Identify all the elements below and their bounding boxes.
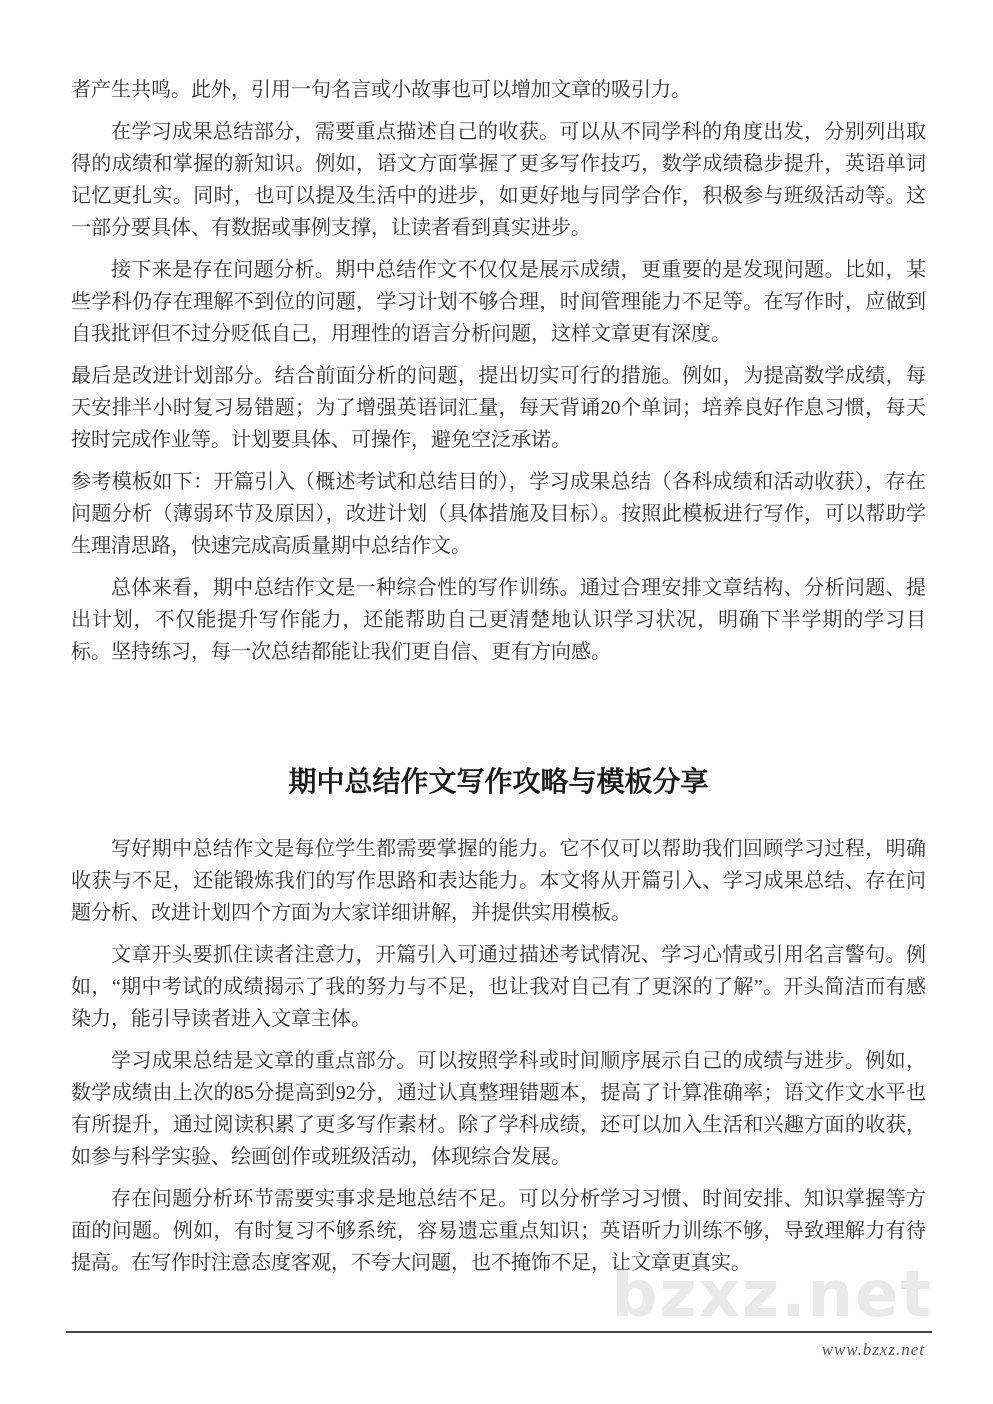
paragraph-improvement-plan: 最后是改进计划部分。结合前面分析的问题，提出切实可行的措施。例如，为提高数学成绩，每天安排半小时复习易错题；为了增强英语词汇量，每天背诵20个单词；培养良好作息习惯，每天按时完成作业等。计划要具体、可操作，避免空泛承诺。 xyxy=(71,365,926,451)
paragraph-problem-analysis: 接下来是存在问题分析。期中总结作文不仅仅是展示成绩，更重要的是发现问题。比如，某些学科仍存在理解不到位的问题，学习计划不够合理，时间管理能力不足等。在写作时，应做到自我批评但不过分贬低自己，用理性的语言分析问题，这样文章更有深度。 xyxy=(71,259,926,345)
paragraph-overall-summary: 总体来看，期中总结作文是一种综合性的写作训练。通过合理安排文章结构、分析问题、提出计划，不仅能提升写作能力，还能帮助自己更清楚地认识学习状况，明确下半学期的学习目标。坚持练习，每一次总结都能让我们更自信、更有方向感。 xyxy=(71,577,926,663)
paragraph-opening-hook: 文章开头要抓住读者注意力，开篇引入可通过描述考试情况、学习心情或引用名言警句。例如，“期中考试的成绩揭示了我的努力与不足，也让我对自己有了更深的了解”。开头简洁而有感染力，能引导读者进入文章主体。 xyxy=(71,944,926,1030)
paragraph-problems-section: 存在问题分析环节需要实事求是地总结不足。可以分析学习习惯、时间安排、知识掌握等方面的问题。例如，有时复习不够系统，容易遗忘重点知识；英语听力训练不够，导致理解力有待提高。在写作时注意态度客观，不夸大问题，也不掩饰不足，让文章更真实。 xyxy=(71,1188,926,1274)
paragraph-results-section: 学习成果总结是文章的重点部分。可以按照学科或时间顺序展示自己的成绩与进步。例如，数学成绩由上次的85分提高到92分，通过认真整理错题本，提高了计算准确率；语文作文水平也有所提升，通过阅读积累了更多写作素材。除了学科成绩，还可以加入生活和兴趣方面的收获，如参与科学实验、绘画创作或班级活动，体现综合发展。 xyxy=(71,1050,926,1168)
document-title: 期中总结作文写作攻略与模板分享 xyxy=(288,767,709,798)
paragraph-intro: 写好期中总结作文是每位学生都需要掌握的能力。它不仅可以帮助我们回顾学习过程，明确收获与不足，还能锻炼我们的写作思路和表达能力。本文将从开篇引入、学习成果总结、存在问题分析、改进计划四个方面为大家详细讲解，并提供实用模板。 xyxy=(71,838,926,924)
document-body xyxy=(71,74,926,1289)
watermark-logo: bzxz.net xyxy=(611,1258,933,1332)
paragraph-learning-results: 在学习成果总结部分，需要重点描述自己的收获。可以从不同学科的角度出发，分别列出取得的成绩和掌握的新知识。例如，语文方面掌握了更多写作技巧，数学成绩稳步提升，英语单词记忆更扎实。同时，也可以提及生活中的进步，如更好地与同学合作，积极参与班级活动等。这一部分要具体、有数据或事例支撑，让读者看到真实进步。 xyxy=(71,121,926,239)
footer-url: www.bzxz.net xyxy=(821,1340,925,1359)
paragraph-template-reference: 参考模板如下：开篇引入（概述考试和总结目的），学习成果总结（各科成绩和活动收获），存在问题分析（薄弱环节及原因），改进计划（具体措施及目标）。按照此模板进行写作，可以帮助学生理清思路，快速完成高质量期中总结作文。 xyxy=(71,471,926,557)
paragraph-continuation: 者产生共鸣。此外，引用一句名言或小故事也可以增加文章的吸引力。 xyxy=(71,79,691,101)
footer-divider xyxy=(66,1331,932,1333)
